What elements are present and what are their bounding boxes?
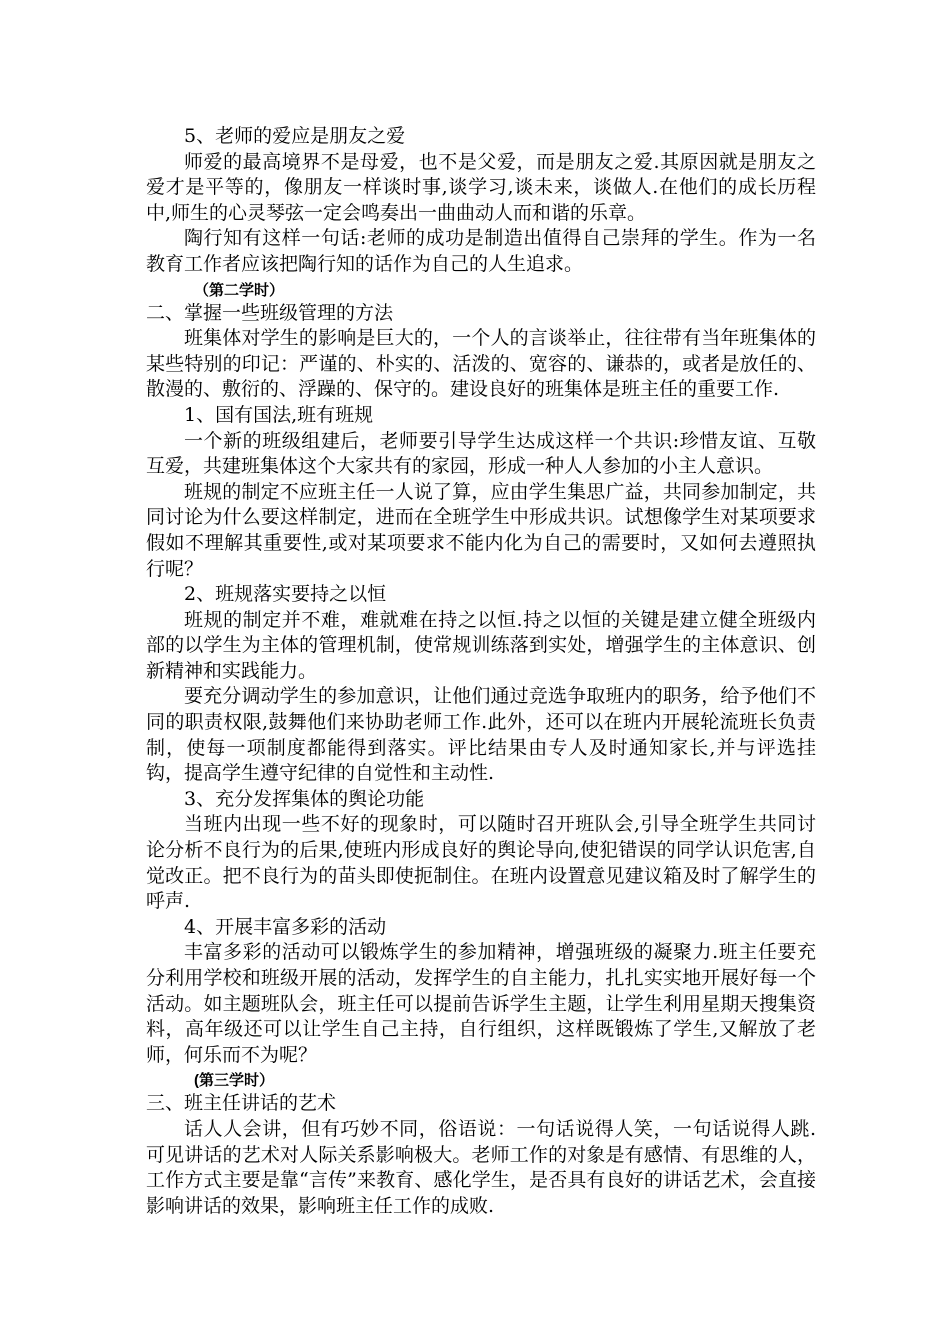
session-label-second: （第二学时） <box>194 281 285 299</box>
paragraph: 话人人会讲，但有巧妙不同，俗语说：一句话说得人笑，一句话说得人跳.可见讲话的艺术对人际关系影响极大。老师工作的对象是有感情、有思维的人，工作方式主要是靠“言传”来教育、感化学生，是否具有良好的讲话艺术，会直接影响讲话的效果，影响班主任工作的成败. <box>146 1117 816 1217</box>
paragraph: 班规的制定并不难，难就难在持之以恒.持之以恒的关键是建立健全班级内部的以学生为主体的管理机制，使常规训练落到实处，增强学生的主体意识、创新精神和实践能力。 <box>146 608 816 682</box>
subheading-persistence: 2、班规落实要持之以恒 <box>184 583 387 606</box>
document-page <box>146 124 816 1219</box>
paragraph: 丰富多彩的活动可以锻炼学生的参加精神，增强班级的凝聚力.班主任要充分利用学校和班级开展的活动，发挥学生的自主能力，扎扎实实地开展好每一个活动。如主题班队会，班主任可以提前告诉学生主题，让学生利用星期天搜集资料，高年级还可以让学生自己主持，自行组织，这样既锻炼了学生,又解放了老师，何乐而不为呢？ <box>146 941 816 1066</box>
subheading-activities: 4、开展丰富多彩的活动 <box>184 915 387 938</box>
section-heading-speaking-art: 三、班主任讲话的艺术 <box>146 1092 337 1115</box>
paragraph: 班集体对学生的影响是巨大的，一个人的言谈举止，往往带有当年班集体的某些特别的印记：严谨的、朴实的、活泼的、宽容的、谦恭的，或者是放任的、散漫的、敷衍的、浮躁的、保守的。建设良好的班集体是班主任的重要工作. <box>146 327 816 401</box>
session-label-third: (第三学时） <box>194 1072 274 1090</box>
paragraph: 班规的制定不应班主任一人说了算，应由学生集思广益，共同参加制定，共同讨论为什么要这样制定，进而在全班学生中形成共识。试想像学生对某项要求假如不理解其重要性,或对某项要求不能内化为自己的需要时，又如何去遵照执行呢？ <box>146 480 816 580</box>
paragraph: 一个新的班级组建后，老师要引导学生达成这样一个共识:珍惜友谊、互敬互爱，共建班集体这个大家共有的家园，形成一种人人参加的小主人意识。 <box>146 429 816 478</box>
paragraph: 当班内出现一些不好的现象时，可以随时召开班队会,引导全班学生共同讨论分析不良行为的后果,使班内形成良好的舆论导向,使犯错误的同学认识危害,自觉改正。把不良行为的苗头即使扼制住。在班内设置意见建议箱及时了解学生的呼声. <box>146 813 816 913</box>
paragraph: 师爱的最高境界不是母爱，也不是父爱，而是朋友之爱.其原因就是朋友之爱才是平等的，像朋友一样谈时事,谈学习,谈未来，谈做人.在他们的成长历程中,师生的心灵琴弦一定会鸣奏出一曲曲动人而和谐的乐章。 <box>146 150 816 224</box>
paragraph: 陶行知有这样一句话:老师的成功是制造出值得自己崇拜的学生。作为一名教育工作者应该把陶行知的话作为自己的人生追求。 <box>146 227 816 275</box>
paragraph: 要充分调动学生的参加意识，让他们通过竞选争取班内的职务，给予他们不同的职责权限,鼓舞他们来协助老师工作.此外，还可以在班内开展轮流班长负责制，使每一项制度都能得到落实。评比结果由专人及时通知家长,并与评选挂钩，提高学生遵守纪律的自觉性和主动性. <box>146 685 816 785</box>
section-heading-class-management: 二、掌握一些班级管理的方法 <box>146 301 394 324</box>
subheading-public-opinion: 3、充分发挥集体的舆论功能 <box>184 787 425 810</box>
subheading-class-rules: 1、国有国法,班有班规 <box>184 403 374 426</box>
subheading-teacher-love: 5、老师的爱应是朋友之爱 <box>184 125 406 147</box>
